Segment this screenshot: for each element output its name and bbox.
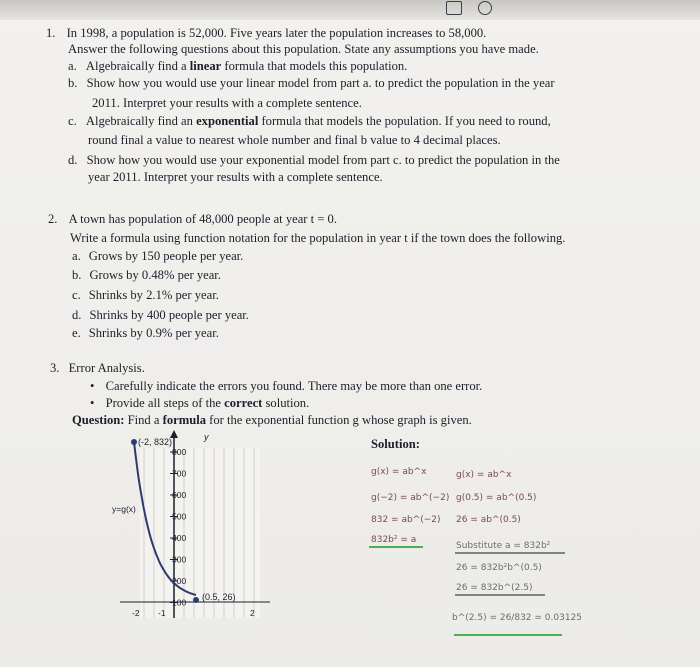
item-letter: d. (72, 308, 82, 322)
item-text: Shrinks by 2.1% per year. (88, 288, 219, 302)
work-left-2: g(−2) = ab^(−2) (371, 493, 450, 503)
part-letter: c. (68, 114, 77, 128)
problem1-part-c-line2: round final a value to nearest whole number and final b value to 4 decimal places. (88, 133, 501, 147)
gray-underline-1 (455, 552, 565, 554)
item-letter: e. (72, 326, 81, 340)
bullet2-bold: correct (224, 396, 263, 410)
problem2-item (72, 268, 221, 283)
problem1-line2: Answer the following questions about this population. State any assumptions you have made. (68, 42, 539, 56)
bullet1-text: Carefully indicate the errors you found. There may be more than one error. (105, 379, 483, 393)
part-d-text: Show how you would use your exponential model from part c. to predict the population in the (86, 153, 560, 167)
y-tick-label: 200 (172, 576, 187, 586)
exponential-graph (110, 428, 270, 638)
problem1-part-c (68, 114, 551, 129)
work-left-3: 832 = ab^(−2) (371, 515, 441, 525)
problem1-part-a (68, 59, 407, 74)
curve-label: y=g(x) (112, 504, 136, 514)
y-tick-label: 700 (172, 468, 187, 479)
problem1-part-b-line2: 2011. Interpret your results with a complete sentence. (92, 96, 362, 110)
y-tick-label: 100 (172, 597, 187, 608)
window-icon[interactable] (446, 1, 462, 15)
bullet-icon: • (90, 396, 95, 410)
x-tick-label: 2 (250, 608, 255, 618)
item-text: Shrinks by 400 people per year. (89, 308, 249, 322)
part-c-text: Algebraically find an (85, 114, 197, 128)
item-letter: c. (72, 288, 81, 302)
work-left-4: 832b² = a (371, 535, 417, 545)
problem1-part-d-line2: year 2011. Interpret your results with a complete sentence. (88, 170, 383, 184)
green-underline-final (454, 634, 562, 636)
problem3-bullet2 (90, 396, 309, 411)
part-a-text: Algebraically find a (85, 59, 190, 73)
bullet2-text-end: solution. (262, 396, 310, 410)
problem2-item (72, 308, 249, 323)
work-right-4: Substitute a = 832b² (456, 541, 551, 551)
part-letter: a. (68, 59, 77, 73)
work-right-7: b^(2.5) = 26/832 = 0.03125 (452, 613, 582, 623)
item-letter: a. (72, 249, 81, 263)
part-a-bold: linear (189, 59, 222, 73)
problem2-line1 (48, 212, 337, 227)
item-text: Shrinks by 0.9% per year. (88, 326, 219, 340)
problem1-part-d (68, 153, 560, 168)
problem2-line2: Write a formula using function notation for the population in year t if the town does the following. (70, 231, 566, 245)
y-axis-label: y (204, 432, 209, 442)
problem1-number: 1. (46, 26, 56, 40)
problem1-text: In 1998, a population is 52,000. Five years later the population increases to 58,000. (66, 26, 487, 40)
question-bold: formula (162, 413, 206, 427)
y-tick-label: 800 (172, 447, 187, 457)
part-c-text-end: formula that models the population. If you need to round, (258, 114, 551, 128)
solution-label: Solution: (371, 437, 420, 451)
item-letter: b. (72, 268, 82, 282)
problem3-number: 3. (50, 361, 60, 375)
point-a-marker (131, 439, 137, 445)
work-right-6: 26 = 832b^(2.5) (456, 583, 533, 593)
work-left-1: g(x) = ab^x (371, 467, 427, 477)
question-text-end: for the exponential function g whose graph is given. (206, 413, 472, 427)
part-letter: b. (68, 76, 78, 90)
tag-icon[interactable] (478, 1, 492, 15)
problem3-bullet1 (90, 379, 482, 394)
problem3-question (72, 413, 472, 428)
part-letter: d. (68, 153, 78, 167)
point-b-label: (0.5, 26) (202, 592, 236, 602)
part-b-text: Show how you would use your linear model from part a. to predict the population in the year (86, 76, 555, 90)
problem2-item (72, 249, 243, 264)
part-c-bold: exponential (196, 114, 259, 128)
problem1-line1 (46, 26, 486, 41)
y-tick-label: 600 (172, 490, 187, 500)
top-toolbar (0, 0, 700, 20)
item-text: Grows by 150 people per year. (88, 249, 244, 263)
bullet-icon: • (90, 379, 95, 393)
green-underline (369, 546, 423, 548)
problem2-number: 2. (48, 212, 58, 226)
problem2-item (72, 326, 219, 341)
problem3-heading (50, 361, 145, 376)
gray-underline-2 (455, 594, 545, 596)
work-right-1: g(x) = ab^x (456, 470, 512, 480)
point-b-marker (193, 597, 199, 603)
work-right-5: 26 = 832b²b^(0.5) (456, 563, 542, 573)
x-tick-label: -1 (158, 608, 166, 618)
y-tick-label: 400 (172, 533, 187, 543)
problem2-item (72, 288, 219, 303)
y-tick-label: 300 (172, 554, 187, 565)
item-text: Grows by 0.48% per year. (89, 268, 221, 282)
problem2-text: A town has population of 48,000 people at year t = 0. (68, 212, 337, 226)
point-a-label: (-2, 832) (138, 437, 173, 447)
work-right-2: g(0.5) = ab^(0.5) (456, 493, 537, 503)
question-text: Find a (124, 413, 163, 427)
graph-background (140, 448, 260, 618)
y-tick-label: 500 (172, 511, 187, 522)
problem1-part-b (68, 76, 555, 91)
x-tick-label: -2 (132, 608, 140, 618)
work-right-3: 26 = ab^(0.5) (456, 515, 521, 525)
problem3-title: Error Analysis. (68, 361, 145, 375)
part-a-text-end: formula that models this population. (221, 59, 408, 73)
bullet2-text: Provide all steps of the (105, 396, 225, 410)
question-label: Question: (72, 413, 125, 427)
